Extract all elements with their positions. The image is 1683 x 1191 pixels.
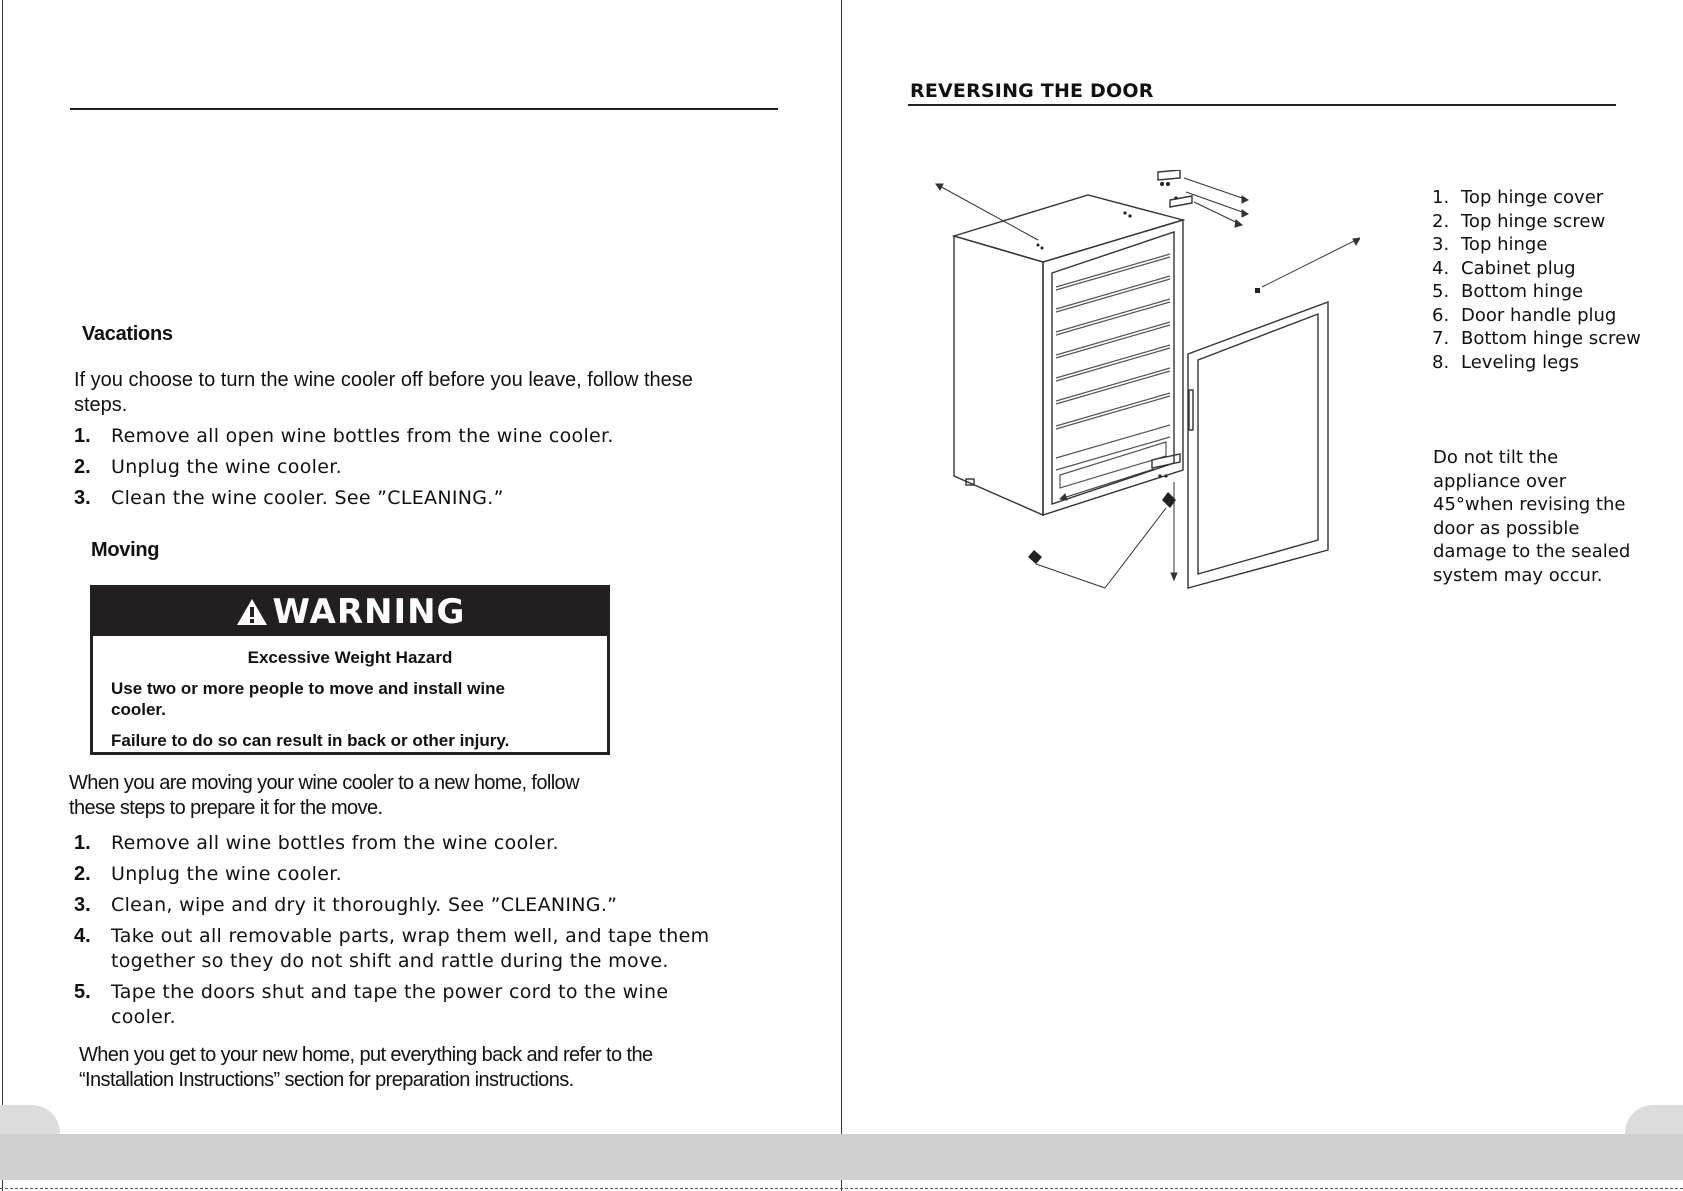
warning-box [90, 585, 610, 755]
list-item: 1. Top hinge cover [1432, 187, 1604, 208]
list-item: 3. Clean, wipe and dry it thoroughly. See ”CLEANING.” [74, 894, 618, 916]
wine-cooler-exploded-diagram-icon [930, 170, 1360, 600]
moving-intro: When you are moving your wine cooler to a new home, follow these steps to prepare it for the move. [69, 772, 579, 819]
list-item: 1. Remove all open wine bottles from the wine cooler. [74, 425, 614, 447]
list-item: 8. Leveling legs [1432, 351, 1579, 373]
warning-header [93, 588, 607, 636]
page-spine-divider [841, 0, 842, 1191]
vacations-intro: If you choose to turn the wine cooler off before you leave, follow these steps. [74, 369, 693, 416]
warning-subtitle: Excessive Weight Hazard [247, 648, 453, 667]
page-edge-left [2, 0, 3, 1191]
list-item: 2. Top hinge screw [1432, 210, 1606, 232]
list-item: 5. Tape the doors shut and tape the power cord to the wine cooler. [74, 981, 669, 1028]
list-item: 3. Clean the wine cooler. See ”CLEANING.” [74, 487, 504, 509]
list-item: 1. Remove all wine bottles from the wine cooler. [74, 832, 559, 854]
warning-line-1: Use two or more people to move and install wine cooler. [111, 679, 505, 719]
vacations-steps [74, 424, 714, 511]
moving-steps [74, 831, 734, 1030]
moving-title: Moving [91, 539, 160, 561]
vacations-title: Vacations [82, 323, 173, 345]
footer-band [0, 1134, 1683, 1180]
list-item: 3. Top hinge [1432, 234, 1548, 255]
moving-closing: When you get to your new home, put everything back and refer to the “Installation Instructions” section for preparation instructions. [79, 1044, 653, 1091]
list-item: 2. Unplug the wine cooler. [74, 863, 342, 885]
list-item: 6. Door handle plug [1432, 304, 1617, 326]
list-item: 2. Unplug the wine cooler. [74, 456, 342, 478]
right-header-rule [908, 104, 1616, 106]
parts-list [1432, 186, 1641, 374]
tilt-warning-note: Do not tilt the appliance over 45°when revising the door as possible damage to the sealed system may occur. [1433, 447, 1631, 586]
left-header-rule [70, 108, 778, 110]
list-item: 5. Bottom hinge [1432, 281, 1584, 302]
warning-triangle-icon [235, 597, 269, 627]
list-item: 4. Take out all removable parts, wrap them well, and tape them together so they do not shift and rattle during the move. [74, 925, 710, 972]
warning-heading: WARNING [272, 592, 466, 632]
list-item: 4. Cabinet plug [1432, 257, 1576, 279]
page-title: REVERSING THE DOOR [910, 80, 1154, 102]
list-item: 7. Bottom hinge screw [1432, 328, 1641, 349]
warning-line-2: Failure to do so can result in back or other injury. [111, 731, 510, 750]
crop-dash-line [0, 1188, 1683, 1189]
